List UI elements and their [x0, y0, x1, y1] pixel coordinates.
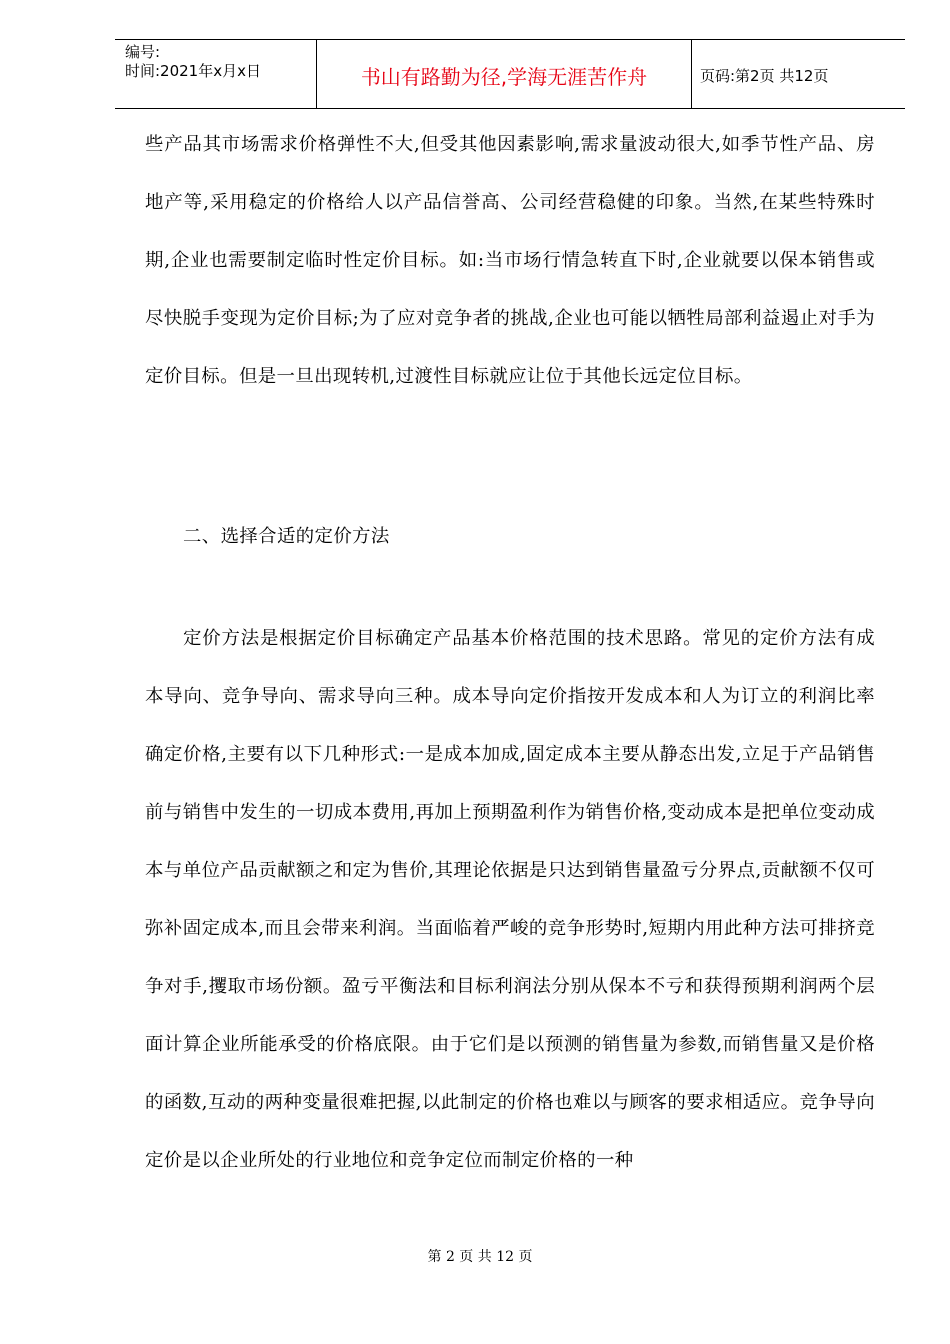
- header-motto-cell: [316, 40, 692, 108]
- document-number-label: 编号:: [125, 43, 161, 61]
- header-meta: [115, 40, 316, 108]
- page-footer-number: 第 2 页 共 12 页: [427, 1249, 533, 1265]
- document-time-label: 时间:2021年x月x日: [125, 62, 261, 80]
- body-paragraph-1: 些产品其市场需求价格弹性不大,但受其他因素影响,需求量波动很大,如季节性产品、房地产等,采用稳定的价格给人以产品信誉高、公司经营稳健的印象。当然,在某些特殊时期,企业也需要制定临时性定价目标。如:当市场行情急转直下时,企业就要以保本销售或尽快脱手变现为定价目标;为了应对竞争者的挑战,企业也可能以牺牲局部利益遏止对手为定价目标。但是一旦出现转机,过渡性目标就应让位于其他长远定位目标。: [145, 134, 875, 387]
- body-paragraph-2: 定价方法是根据定价目标确定产品基本价格范围的技术思路。常见的定价方法有成本导向、竞争导向、需求导向三种。成本导向定价指按开发成本和人为订立的利润比率确定价格,主要有以下几种形式:一是成本加成,固定成本主要从静态出发,立足于产品销售前与销售中发生的一切成本费用,再加上预期盈利作为销售价格,变动成本是把单位变动成本与单位产品贡献额之和定为售价,其理论依据是只达到销售量盈亏分界点,贡献额不仅可弥补固定成本,而且会带来利润。当面临着严峻的竞争形势时,短期内用此种方法可排挤竞争对手,攫取市场份额。盈亏平衡法和目标利润法分别从保本不亏和获得预期利润两个层面计算企业所能承受的价格底限。由于它们是以预测的销售量为参数,而销售量又是价格的函数,互动的两种变量很难把握,以此制定的价格也难以与顾客的要求相适应。竞争导向定价是以企业所处的行业地位和竞争定位而制定价格的一种: [145, 628, 875, 1171]
- header-motto: 书山有路勤为径,学海无涯苦作舟: [360, 64, 648, 89]
- page-header: [115, 39, 905, 109]
- section-heading: 二、选择合适的定价方法: [183, 526, 390, 547]
- header-page-cell: [691, 40, 905, 108]
- header-page-info: 页码:第2页 共12页: [700, 66, 829, 85]
